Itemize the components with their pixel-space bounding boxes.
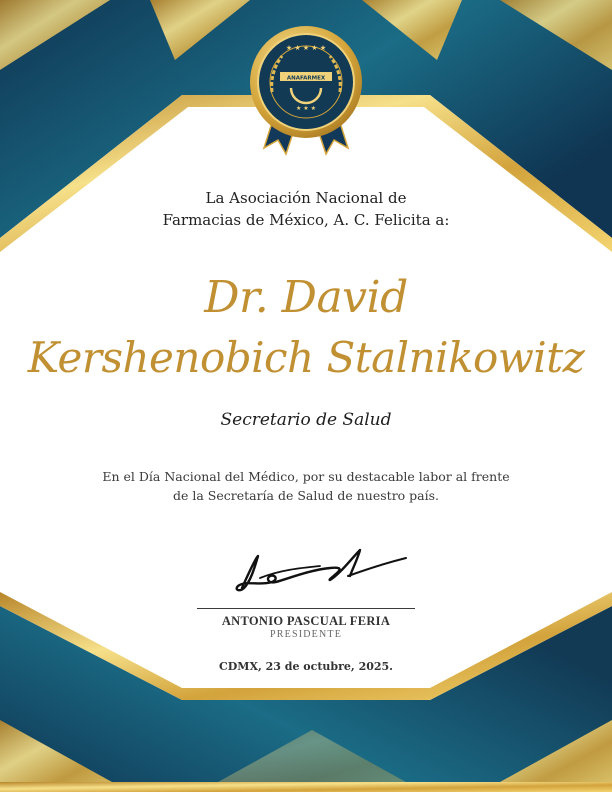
recipient-title: Secretario de Salud	[220, 410, 392, 430]
intro-line-2: Farmacias de México, A. C. Felicita a:	[162, 211, 450, 229]
signer-name: ANTONIO PASCUAL FERIA	[221, 614, 391, 628]
signer-title: PRESIDENTE	[270, 629, 342, 640]
svg-text:ANAFARMEX: ANAFARMEX	[286, 75, 326, 82]
issue-date: CDMX, 23 de octubre, 2025.	[218, 660, 394, 673]
intro-line-1: La Asociación Nacional de	[205, 189, 407, 207]
signature-image	[220, 530, 410, 600]
body-text	[0, 467, 612, 505]
svg-text:★ ★ ★ ★ ★: ★ ★ ★ ★ ★	[285, 44, 327, 52]
recipient-name-line-1: Dr. David	[204, 272, 408, 323]
svg-text:★ ★ ★: ★ ★ ★	[296, 105, 316, 112]
award-seal-icon	[246, 22, 366, 162]
signature-line	[197, 608, 415, 609]
recipient-name-line-2: Kershenobich Stalnikowitz	[27, 333, 585, 382]
body-line-2: de la Secretaría de Salud de nuestro país.	[172, 488, 440, 503]
body-line-1: En el Día Nacional del Médico, por su destacable labor al frente	[102, 469, 510, 484]
association-seal	[246, 22, 366, 162]
intro-text	[0, 187, 612, 231]
